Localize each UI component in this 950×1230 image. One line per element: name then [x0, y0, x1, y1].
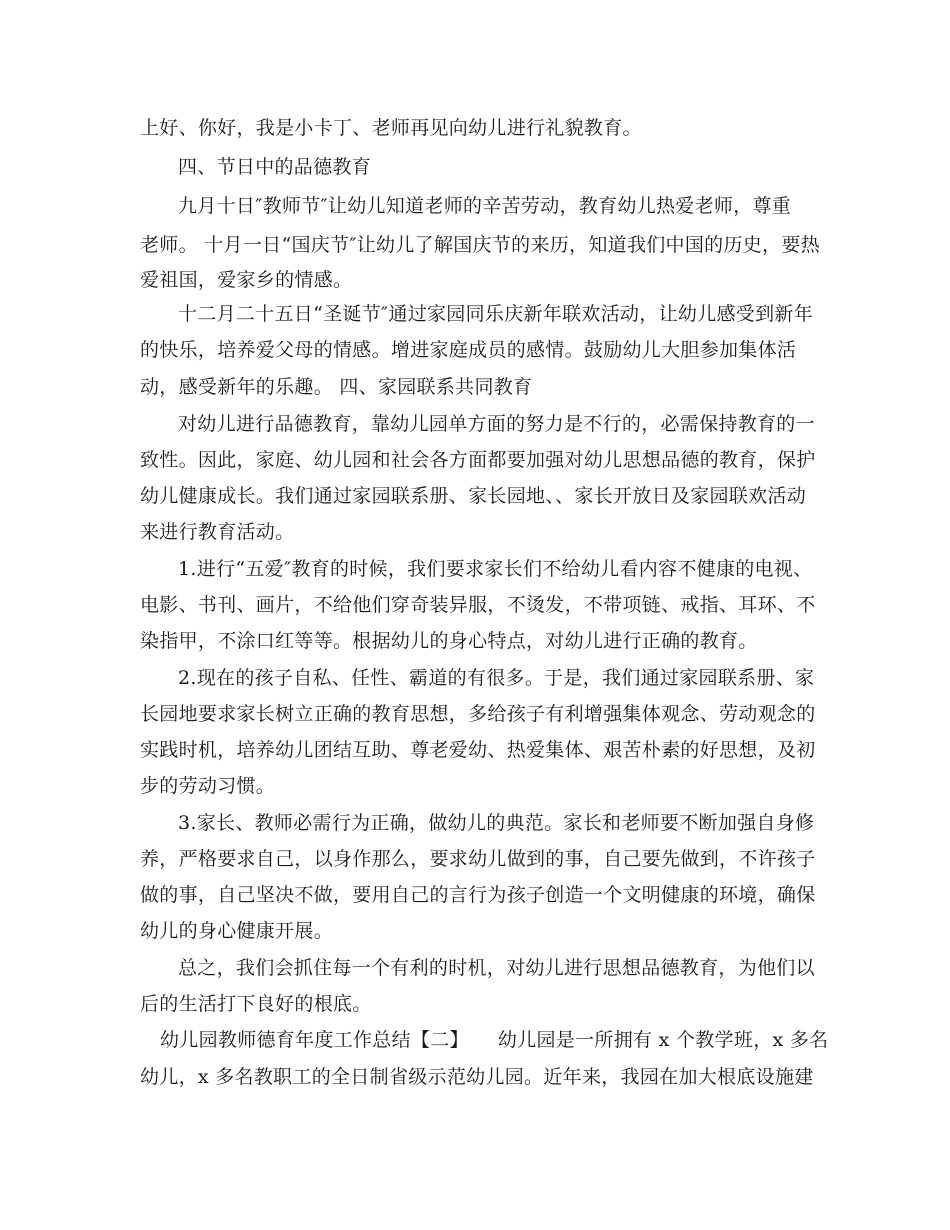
- text-line: 总之，我们会抓住每一个有利的时机，对幼儿进行思想品德教育，为他们以: [178, 957, 815, 979]
- text-line: 致性。因此，家庭、幼儿园和社会各方面都要加强对幼儿思想品德的教育，保护: [140, 449, 816, 471]
- text-line: 幼儿，x 多名教职工的全日制省级示范幼儿园。近年来，我园在加大根底设施建: [140, 1066, 814, 1088]
- text-line: 来进行教育活动。: [140, 521, 295, 543]
- text-line: 九月十日″教师节″让幼儿知道老师的辛苦劳动，教育幼儿热爱老师，尊重: [178, 195, 792, 217]
- text-line: 老师。 十月一日“国庆节″让幼儿了解国庆节的来历，知道我们中国的历史，要热: [140, 234, 820, 256]
- text-line: 的快乐，培养爱父母的情感。增进家庭成员的感情。鼓励幼儿大胆参加集体活: [140, 339, 797, 361]
- text-line: 步的劳动习惯。: [140, 775, 276, 797]
- text-line: 电影、书刊、画片，不给他们穿奇装异服，不烫发，不带项链、戒指、耳环、不: [140, 594, 816, 616]
- section-heading: 四、节日中的品德教育: [178, 156, 372, 178]
- text-line: 染指甲，不涂口红等等。根据幼儿的身心特点，对幼儿进行正确的教育。: [140, 630, 758, 652]
- text-line: 幼儿的身心健康开展。: [140, 920, 334, 942]
- text-line: 幼儿健康成长。我们通过家园联系册、家长园地、、家长开放日及家园联欢活动: [140, 485, 807, 507]
- text-line: 对幼儿进行品德教育，靠幼儿园单方面的努力是不行的，必需保持教育的一: [178, 413, 815, 435]
- text-line: 爱祖国，爱家乡的情感。: [140, 269, 353, 291]
- text-line: 养，严格要求自己，以身作那么，要求幼儿做到的事，自己要先做到，不许孩子: [140, 848, 816, 870]
- text-line: 实践时机，培养幼儿团结互助、尊老爱幼、热爱集体、艰苦朴素的好思想，及初: [140, 739, 816, 761]
- text-line: 长园地要求家长树立正确的教育思想，多给孩子有利增强集体观念、劳动观念的: [140, 703, 816, 725]
- section-title-line: 幼儿园教师德育年度工作总结【二】 幼儿园是一所拥有 x 个教学班，x 多名: [160, 1029, 829, 1051]
- text-line: 上好、你好，我是小卡丁、老师再见向幼儿进行礼貌教育。: [140, 117, 642, 139]
- text-line: 3.家长、教师必需行为正确，做幼儿的典范。家长和老师要不断加强自身修: [178, 812, 815, 834]
- text-line: 1.进行“五爱″教育的时候，我们要求家长们不给幼儿看内容不健康的电视、: [178, 558, 813, 580]
- text-line: 做的事，自己坚决不做，要用自己的言行为孩子创造一个文明健康的环境，确保: [140, 884, 816, 906]
- text-line: 后的生活打下良好的根底。: [140, 993, 372, 1015]
- text-line: 十二月二十五日“圣诞节″通过家园同乐庆新年联欢活动，让幼儿感受到新年: [178, 303, 814, 325]
- text-line: 2.现在的孩子自私、任性、霸道的有很多。于是，我们通过家园联系册、家: [178, 667, 815, 689]
- text-line: 动，感受新年的乐趣。 四、家园联系共同教育: [140, 376, 533, 398]
